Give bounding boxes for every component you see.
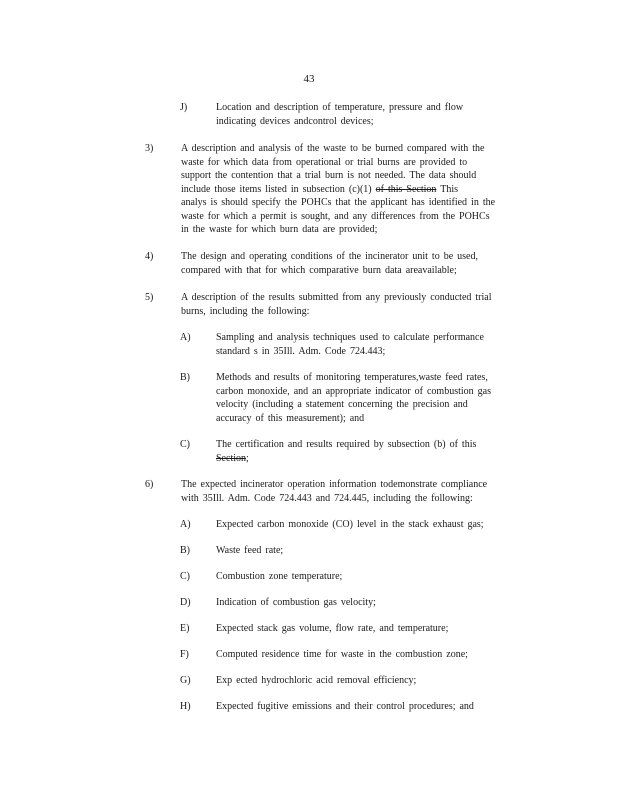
item-line: burns, including the following: — [181, 305, 310, 317]
item-marker: B) — [180, 545, 190, 556]
sub-item-6h — [180, 700, 474, 714]
list-item-6 — [145, 478, 487, 505]
item-line: analys is should specify the POHCs that the applicant has identified in the — [181, 197, 496, 208]
item-line: Location and description of temperature, pressure and flow — [216, 102, 464, 113]
item-marker: E) — [180, 623, 190, 634]
item-marker: G) — [180, 675, 191, 686]
item-line: Methods and results of monitoring temperatures,waste feed rates, — [216, 372, 488, 383]
item-marker: A) — [180, 332, 191, 343]
struck-text: of this Section — [375, 183, 437, 195]
item-line: The certification and results required by subsection (b) of this — [216, 439, 477, 450]
sub-item-6g — [180, 674, 416, 688]
item-line: compared with that for which comparative burn data areavailable; — [181, 264, 457, 276]
item-line: indicating devices andcontrol devices; — [216, 115, 374, 127]
sub-item-6f — [180, 648, 468, 662]
item-line: Exp ected hydrochloric acid removal efficiency; — [216, 675, 417, 686]
item-line: Sampling and analysis techniques used to calculate performance — [216, 332, 484, 343]
sub-item-5c — [180, 438, 476, 465]
item-line — [216, 452, 476, 466]
list-item-3 — [145, 142, 495, 237]
item-line: Indication of combustion gas velocity; — [216, 597, 376, 608]
item-line: carbon monoxide, and an appropriate indicator of combustion gas — [216, 385, 491, 397]
list-item-5 — [145, 291, 492, 318]
list-item-4 — [145, 250, 478, 277]
struck-text: Section — [216, 452, 246, 464]
page-number: 43 — [303, 73, 315, 85]
item-line — [181, 183, 495, 197]
item-line: A description and analysis of the waste to be burned compared with the — [181, 143, 485, 154]
item-marker: C) — [180, 439, 190, 450]
item-marker: B) — [180, 372, 190, 383]
item-marker: 5) — [145, 292, 154, 303]
item-line: Expected stack gas volume, flow rate, and temperature; — [216, 623, 449, 634]
item-line: A description of the results submitted from any previously conducted trial — [181, 292, 492, 303]
item-line: Expected fugitive emissions and their control procedures; and — [216, 701, 474, 712]
sub-item-6b — [180, 544, 283, 558]
item-text: This — [436, 183, 459, 195]
sub-item-6c — [180, 570, 342, 584]
item-marker: A) — [180, 519, 191, 530]
item-line: Combustion zone temperature; — [216, 571, 343, 582]
item-marker: J) — [180, 102, 188, 113]
item-line: Expected carbon monoxide (CO) level in the stack exhaust gas; — [216, 519, 484, 530]
item-line: Waste feed rate; — [216, 545, 284, 556]
item-line: with 35Ill. Adm. Code 724.443 and 724.445, including the following: — [181, 492, 473, 504]
item-line: in the waste for which burn data are provided; — [181, 224, 378, 235]
sub-item-5a — [180, 331, 484, 358]
sub-item-6d — [180, 596, 376, 610]
item-line: The expected incinerator operation information todemonstrate compliance — [181, 479, 488, 490]
item-marker: 3) — [145, 143, 154, 154]
list-item-j — [180, 101, 463, 128]
item-marker: 6) — [145, 479, 154, 490]
item-line: accuracy of this measurement); and — [216, 412, 365, 424]
item-marker: D) — [180, 597, 191, 608]
item-marker: C) — [180, 571, 190, 582]
item-line: velocity (including a statement concerning the precision and — [216, 399, 468, 410]
item-line: standard s in 35Ill. Adm. Code 724.443; — [216, 345, 386, 357]
sub-item-6e — [180, 622, 448, 636]
item-line: The design and operating conditions of the incinerator unit to be used, — [181, 251, 478, 262]
item-line: Computed residence time for waste in the combustion zone; — [216, 649, 468, 660]
item-line: support the contention that a trial burn is not needed. The data should — [181, 170, 477, 181]
item-marker: 4) — [145, 251, 154, 262]
item-line: waste for which a permit is sought, and any differences from the POHCs — [181, 210, 490, 222]
item-text: ; — [246, 452, 249, 464]
item-marker: H) — [180, 701, 191, 712]
item-line: waste for which data from operational or trial burns are provided to — [181, 156, 468, 168]
item-text: include those items listed in subsection (c)(1) — [181, 183, 376, 195]
sub-item-6a — [180, 518, 484, 532]
item-marker: F) — [180, 649, 189, 660]
sub-item-5b — [180, 371, 491, 425]
